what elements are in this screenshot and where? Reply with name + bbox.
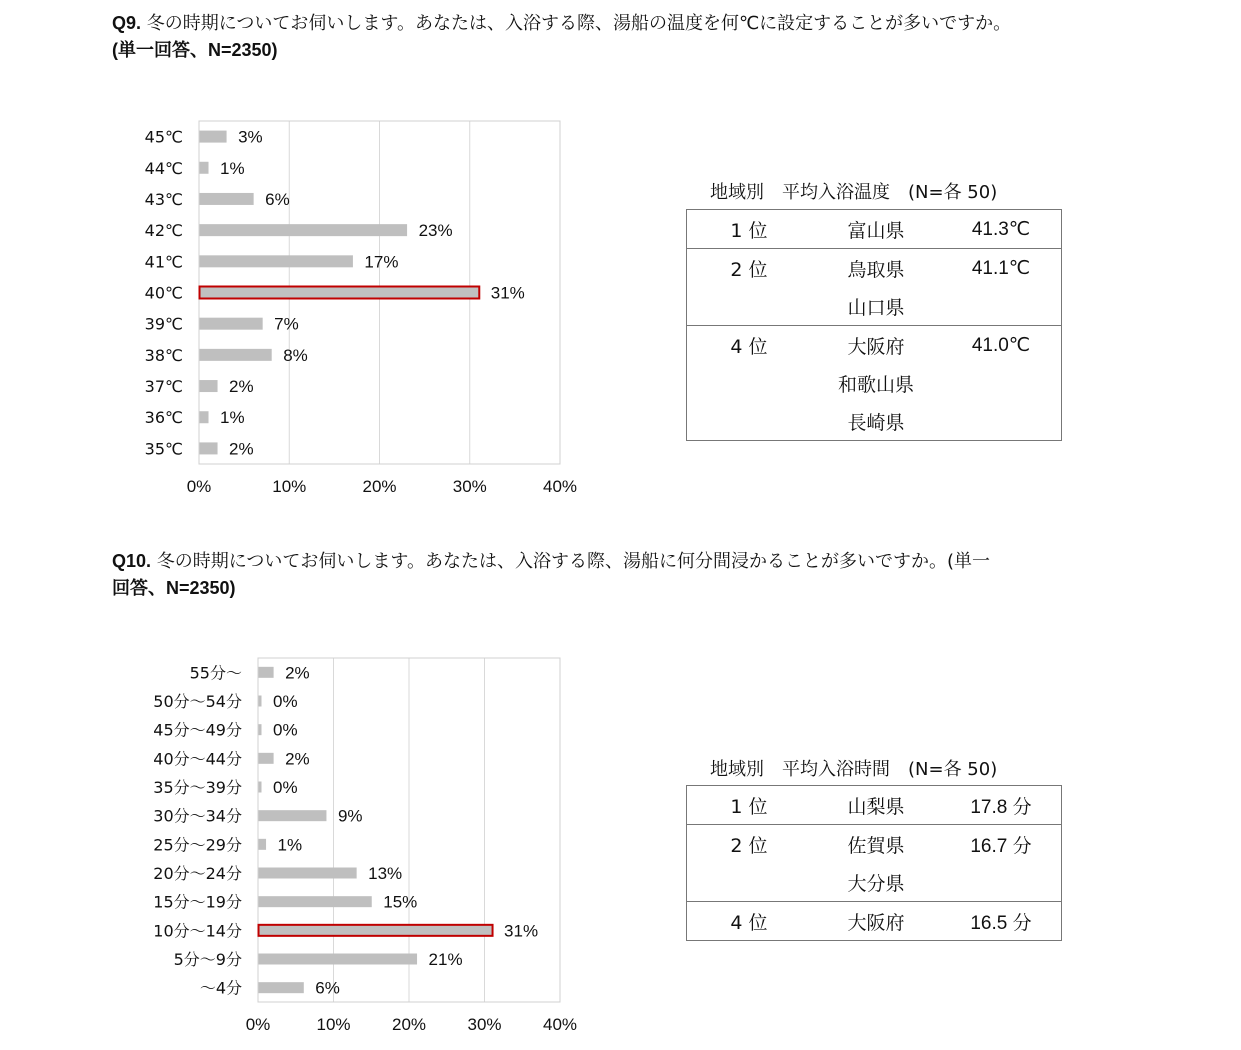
- bar: [259, 782, 262, 793]
- category-label: 35分～39分: [153, 778, 242, 797]
- value-label: 2%: [285, 663, 310, 683]
- ranking-rank: [687, 364, 812, 402]
- value-label: 7%: [274, 314, 299, 334]
- question-q9-line1: [112, 10, 1152, 37]
- ranking-rank: [687, 402, 812, 441]
- category-label: 50分～54分: [153, 692, 242, 711]
- ranking-row: [687, 287, 1062, 326]
- category-label: 40分～44分: [153, 749, 242, 769]
- question-q9-number: Q9.: [112, 13, 142, 33]
- ranking-row: [687, 402, 1062, 441]
- bar-highlighted: [259, 925, 493, 936]
- bar: [259, 896, 372, 907]
- value-label: 13%: [368, 864, 403, 883]
- bar: [200, 255, 353, 267]
- question-q9-text: 冬の時期についてお伺いします。あなたは、入浴する際、湯船の温度を何℃に設定することが多いですか。: [146, 13, 1012, 34]
- value-label: 2%: [229, 439, 254, 459]
- ranking-rank: 1 位: [687, 210, 812, 249]
- question-q10-number: Q10.: [112, 551, 152, 571]
- ranking-row: [687, 863, 1062, 902]
- value-label: 1%: [277, 835, 303, 855]
- question-q10-line2: [112, 575, 1152, 602]
- ranking-rank: 4 位: [687, 326, 812, 365]
- category-label: ～4分: [199, 978, 242, 998]
- value-label: 2%: [285, 749, 310, 769]
- x-tick-label: 40%: [542, 477, 578, 496]
- bar: [259, 839, 267, 850]
- ranking-prefecture: 富山県: [811, 210, 941, 249]
- ranking-value: 41.3℃: [941, 210, 1062, 249]
- bar: [200, 131, 227, 143]
- ranking-value: 41.1℃: [941, 249, 1062, 288]
- bath-temperature-chart: [0, 100, 640, 510]
- value-label: 0%: [273, 692, 298, 711]
- ranking-prefecture: 山梨県: [811, 786, 941, 825]
- x-tick-label: 20%: [362, 477, 397, 496]
- ranking-row: [687, 210, 1062, 249]
- ranking-row: [687, 364, 1062, 402]
- ranking-prefecture: 大阪府: [811, 902, 941, 941]
- x-tick-label: 10%: [316, 1015, 351, 1034]
- x-tick-label: 10%: [272, 477, 307, 496]
- bar: [259, 982, 304, 993]
- bar: [259, 810, 327, 821]
- value-label: 1%: [220, 158, 245, 178]
- value-label: 6%: [265, 189, 290, 209]
- ranking-row: [687, 786, 1062, 825]
- category-label: 25分～29分: [153, 835, 242, 855]
- value-label: 3%: [238, 127, 263, 147]
- category-label: 55分～: [189, 663, 242, 683]
- value-label: 23%: [418, 221, 453, 241]
- value-label: 1%: [220, 408, 245, 428]
- bar-highlighted: [200, 287, 480, 299]
- x-tick-label: 30%: [452, 477, 487, 496]
- category-label: 45℃: [144, 127, 183, 147]
- category-label: 35℃: [144, 439, 183, 459]
- category-label: 10分～14分: [153, 921, 242, 941]
- bar: [259, 724, 262, 735]
- question-q10-subtext: 回答、N=2350): [112, 578, 236, 598]
- x-tick-label: 20%: [391, 1015, 427, 1034]
- value-label: 8%: [283, 345, 308, 365]
- ranking-rank: 2 位: [687, 249, 812, 288]
- value-label: 9%: [337, 806, 363, 826]
- temperature-ranking-table: [686, 209, 1062, 441]
- category-label: 45分～49分: [153, 720, 242, 740]
- ranking-prefecture: 大分県: [847, 872, 905, 895]
- duration-ranking-table: [686, 785, 1062, 941]
- ranking-prefecture: 鳥取県: [811, 249, 941, 288]
- value-label: 6%: [315, 978, 340, 998]
- ranking-rank: [687, 863, 812, 902]
- value-label: 17%: [364, 252, 399, 272]
- x-tick-label: 0%: [245, 1015, 271, 1034]
- ranking-prefecture: 大阪府: [811, 326, 941, 365]
- ranking-value: 16.5 分: [941, 902, 1062, 941]
- bar: [200, 411, 209, 423]
- value-label: 31%: [504, 921, 539, 941]
- bar: [200, 380, 218, 392]
- ranking-prefecture: 山口県: [847, 296, 905, 319]
- category-label: 41℃: [144, 252, 183, 272]
- bar: [200, 318, 263, 330]
- ranking-prefecture: 長崎県: [847, 411, 905, 434]
- value-label: 15%: [383, 892, 418, 912]
- category-label: 37℃: [144, 377, 183, 397]
- ranking-value: 41.0℃: [941, 326, 1062, 365]
- value-label: 21%: [428, 950, 463, 969]
- ranking-rank: 1 位: [687, 786, 812, 825]
- category-label: 36℃: [144, 408, 183, 428]
- bar: [259, 954, 418, 965]
- x-tick-label: 0%: [186, 477, 212, 496]
- ranking-rank: 4 位: [687, 902, 812, 941]
- category-label: 30分～34分: [153, 806, 242, 826]
- bar: [200, 442, 218, 454]
- category-label: 20分～24分: [153, 864, 242, 883]
- question-q9-line2: [112, 37, 1152, 64]
- category-label: 38℃: [144, 345, 183, 365]
- ranking-row: [687, 326, 1062, 365]
- bar: [259, 696, 262, 707]
- ranking-prefecture: 佐賀県: [811, 825, 941, 864]
- bar: [200, 162, 209, 174]
- category-label: 42℃: [144, 221, 183, 241]
- ranking-value: [941, 402, 1062, 441]
- bar: [259, 868, 357, 879]
- bar: [200, 349, 272, 361]
- ranking-row: [687, 825, 1062, 864]
- ranking-rank: 2 位: [687, 825, 812, 864]
- ranking-value: [941, 863, 1062, 902]
- value-label: 2%: [229, 377, 254, 397]
- question-q9-subtext: (単一回答、N=2350): [112, 40, 278, 60]
- value-label: 0%: [273, 720, 298, 740]
- question-q10: [112, 548, 1152, 602]
- x-tick-label: 40%: [542, 1015, 578, 1034]
- category-label: 15分～19分: [153, 892, 242, 912]
- bar: [259, 667, 274, 678]
- category-label: 5分～9分: [173, 950, 242, 969]
- ranking-value: 16.7 分: [941, 825, 1062, 864]
- ranking-row: [687, 902, 1062, 941]
- question-q10-text: 冬の時期についてお伺いします。あなたは、入浴する際、湯船に何分間浸かることが多いですか。(単一: [156, 551, 990, 572]
- bar: [200, 224, 408, 236]
- category-label: 44℃: [144, 158, 183, 178]
- category-label: 39℃: [144, 314, 183, 334]
- ranking-value: [941, 287, 1062, 326]
- bar: [259, 753, 274, 764]
- value-label: 0%: [273, 778, 298, 797]
- x-tick-label: 30%: [467, 1015, 502, 1034]
- category-label: 43℃: [144, 189, 183, 209]
- duration-ranking-title: 地域別 平均入浴時間 (N=各 50): [710, 759, 998, 780]
- value-label: 31%: [490, 283, 525, 303]
- ranking-row: [687, 249, 1062, 288]
- bar: [200, 193, 254, 205]
- category-label: 40℃: [144, 283, 183, 303]
- ranking-rank: [687, 287, 812, 326]
- question-q10-line1: [112, 548, 1152, 575]
- question-q9: [112, 10, 1152, 64]
- ranking-value: 17.8 分: [941, 786, 1062, 825]
- ranking-prefecture: 和歌山県: [837, 373, 914, 396]
- temperature-ranking-title: 地域別 平均入浴温度 (N=各 50): [710, 182, 998, 203]
- bath-duration-chart: [0, 640, 640, 1045]
- ranking-value: [941, 364, 1062, 402]
